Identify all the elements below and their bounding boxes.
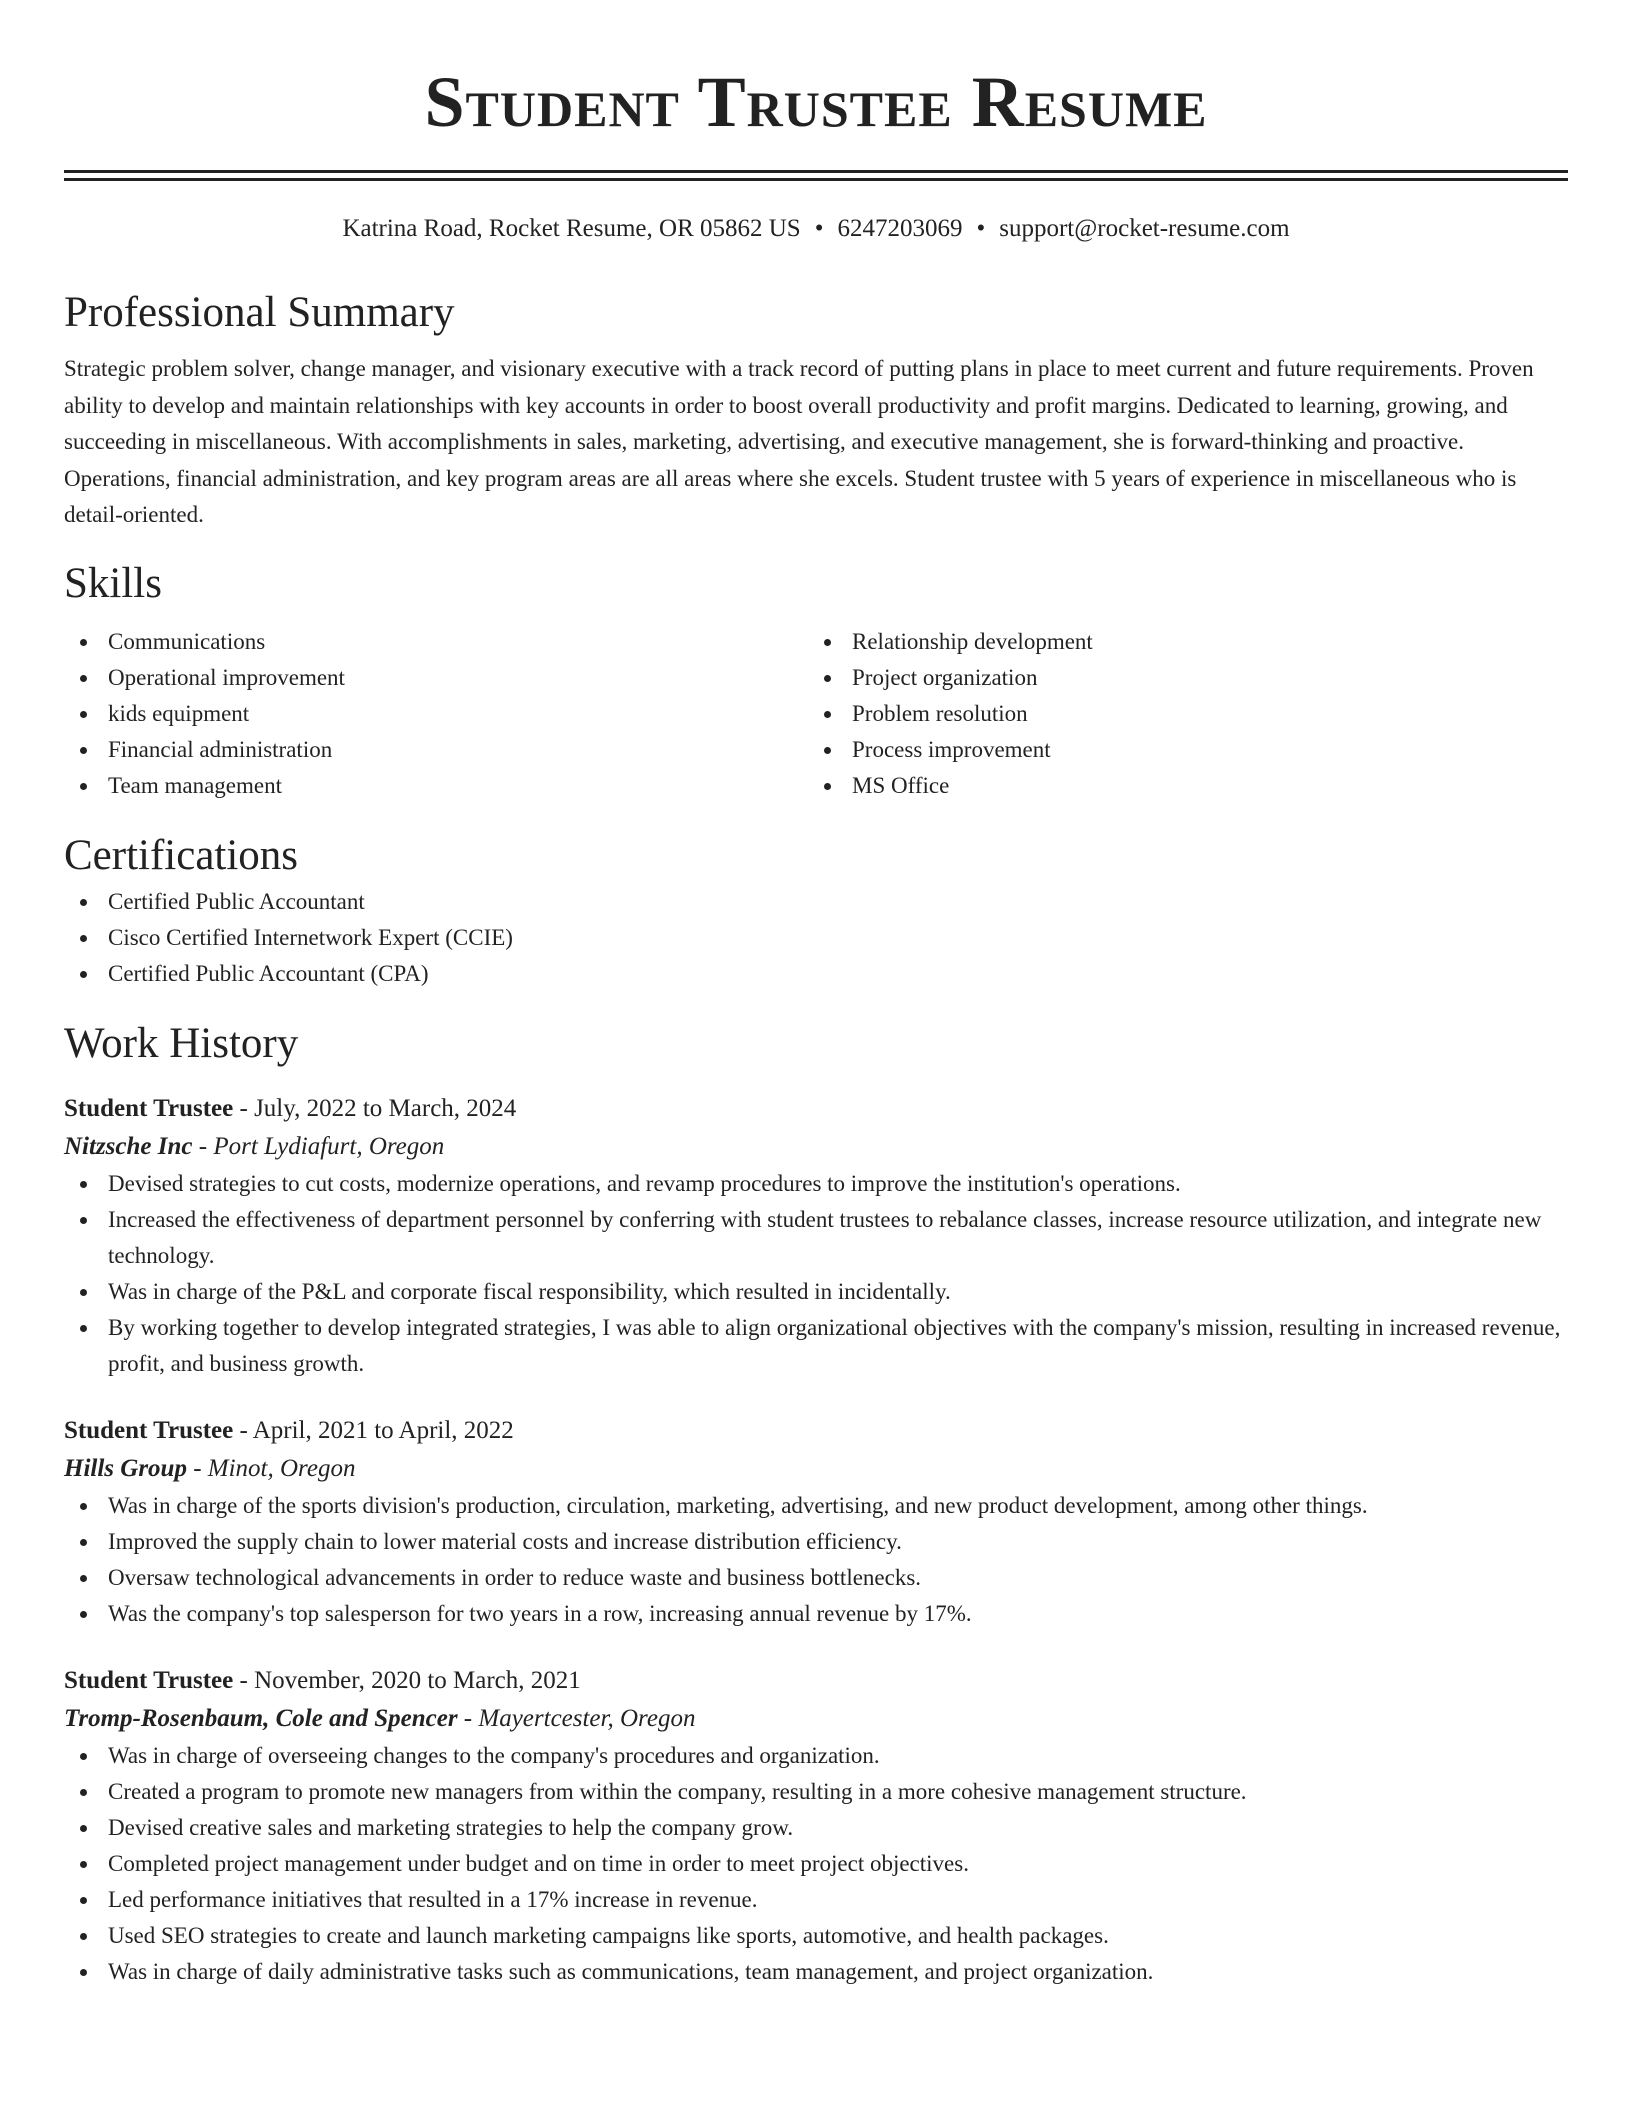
job-bullet: Was in charge of overseeing changes to the company's procedures and organization.: [64, 1738, 1568, 1774]
job-title-line: [64, 1412, 1568, 1450]
skill-item: Communications: [64, 624, 808, 660]
job-company-line: [64, 1450, 1568, 1488]
skills-heading: Skills: [64, 559, 162, 607]
job-entry: [64, 1662, 1568, 1990]
resume-page: [64, 0, 1568, 1990]
skills-list-left: [64, 624, 808, 804]
job-dates: April, 2021 to April, 2022: [252, 1416, 514, 1444]
job-bullet: Was the company's top salesperson for two years in a row, increasing annual revenue by 17%.: [64, 1596, 1568, 1632]
contact-email: support@rocket-resume.com: [999, 215, 1290, 242]
job-bullet: Was in charge of the sports division's production, circulation, marketing, advertising, and new product development, among other things.: [64, 1488, 1568, 1524]
job-role: Student Trustee: [64, 1666, 234, 1694]
job-bullet: Led performance initiatives that resulted in a 17% increase in revenue.: [64, 1882, 1568, 1918]
work-history-heading: Work History: [64, 1019, 299, 1067]
job-dates: November, 2020 to March, 2021: [254, 1666, 581, 1694]
job-bullet: Devised creative sales and marketing strategies to help the company grow.: [64, 1810, 1568, 1846]
job-company: Tromp-Rosenbaum, Cole and Spencer: [64, 1704, 458, 1732]
dash: -: [186, 1454, 208, 1482]
summary-heading: Professional Summary: [64, 289, 455, 336]
job-bullet: Was in charge of the P&L and corporate fiscal responsibility, which resulted in incidentally.: [64, 1274, 1568, 1310]
job-company: Nitzsche Inc: [64, 1132, 193, 1160]
skill-item: Relationship development: [808, 624, 1552, 660]
job-title-line: [64, 1090, 1568, 1128]
skill-item: kids equipment: [64, 696, 808, 732]
job-dates: July, 2022 to March, 2024: [254, 1094, 517, 1122]
resume-title: Student Trustee Resume: [424, 62, 1208, 142]
job-location: Minot, Oregon: [207, 1454, 356, 1482]
job-bullets: [64, 1738, 1568, 1990]
job-entry: [64, 1090, 1568, 1382]
skill-item: Team management: [64, 768, 808, 804]
skills-grid: [64, 624, 1568, 804]
contact-separator: •: [814, 215, 824, 242]
skills-column-left: [64, 624, 808, 804]
job-bullet: Created a program to promote new managers from within the company, resulting in a more cohesive management structure.: [64, 1774, 1568, 1810]
certification-item: Certified Public Accountant (CPA): [64, 956, 1568, 992]
skills-list-right: [808, 624, 1552, 804]
skill-item: Problem resolution: [808, 696, 1552, 732]
skill-item: Financial administration: [64, 732, 808, 768]
dash: -: [233, 1094, 255, 1122]
skill-item: Operational improvement: [64, 660, 808, 696]
job-entry: [64, 1412, 1568, 1632]
job-bullet: By working together to develop integrated strategies, I was able to align organizational objectives with the company's mission, resulting in increased revenue, profit, and business growth.: [64, 1310, 1568, 1382]
contact-separator: •: [976, 215, 986, 242]
certification-item: Cisco Certified Internetwork Expert (CCIE): [64, 920, 1568, 956]
job-company: Hills Group: [64, 1454, 187, 1482]
certifications-list: [64, 884, 1568, 992]
job-bullets: [64, 1166, 1568, 1382]
job-company-line: [64, 1128, 1568, 1166]
dash: -: [233, 1416, 253, 1444]
job-bullet: Increased the effectiveness of department personnel by conferring with student trustees to rebalance classes, increase resource utilization, and integrate new technology.: [64, 1202, 1568, 1274]
job-company-line: [64, 1700, 1568, 1738]
skill-item: Process improvement: [808, 732, 1552, 768]
certification-item: Certified Public Accountant: [64, 884, 1568, 920]
job-bullet: Used SEO strategies to create and launch marketing campaigns like sports, automotive, and health packages.: [64, 1918, 1568, 1954]
job-location: Port Lydiafurt, Oregon: [213, 1132, 445, 1160]
summary-text: Strategic problem solver, change manager, and visionary executive with a track record of putting plans in place to meet current and future requirements. Proven ability to develop and maintain relationships with key accounts in order to boost overall productivity and profit margins. Dedicated to learning, growing, and succeeding in miscellaneous. With accomplishments in sales, marketing, advertising, and executive management, she is forward-thinking and proactive. Operations, financial administration, and key program areas are all areas where she excels. Student trustee with 5 years of experience in miscellaneous who is detail-oriented.: [64, 356, 1534, 527]
job-bullet: Oversaw technological advancements in order to reduce waste and business bottlenecks.: [64, 1560, 1568, 1596]
contact-line: [64, 211, 1568, 247]
job-bullet: Improved the supply chain to lower material costs and increase distribution efficiency.: [64, 1524, 1568, 1560]
job-role: Student Trustee: [64, 1416, 234, 1444]
job-title-line: [64, 1662, 1568, 1700]
certifications-heading: Certifications: [64, 831, 299, 879]
skills-column-right: [808, 624, 1552, 804]
contact-phone: 6247203069: [837, 215, 963, 242]
job-bullet: Completed project management under budget and on time in order to meet project objectives.: [64, 1846, 1568, 1882]
dash: -: [457, 1704, 479, 1732]
skill-item: Project organization: [808, 660, 1552, 696]
contact-address: Katrina Road, Rocket Resume, OR 05862 US: [342, 215, 801, 242]
skill-item: MS Office: [808, 768, 1552, 804]
job-bullet: Was in charge of daily administrative tasks such as communications, team management, and project organization.: [64, 1954, 1568, 1990]
dash: -: [233, 1666, 255, 1694]
title-double-rule: [64, 170, 1568, 181]
dash: -: [192, 1132, 214, 1160]
job-location: Mayertcester, Oregon: [478, 1704, 696, 1732]
job-bullets: [64, 1488, 1568, 1632]
job-role: Student Trustee: [64, 1094, 234, 1122]
job-bullet: Devised strategies to cut costs, modernize operations, and revamp procedures to improve the institution's operations.: [64, 1166, 1568, 1202]
